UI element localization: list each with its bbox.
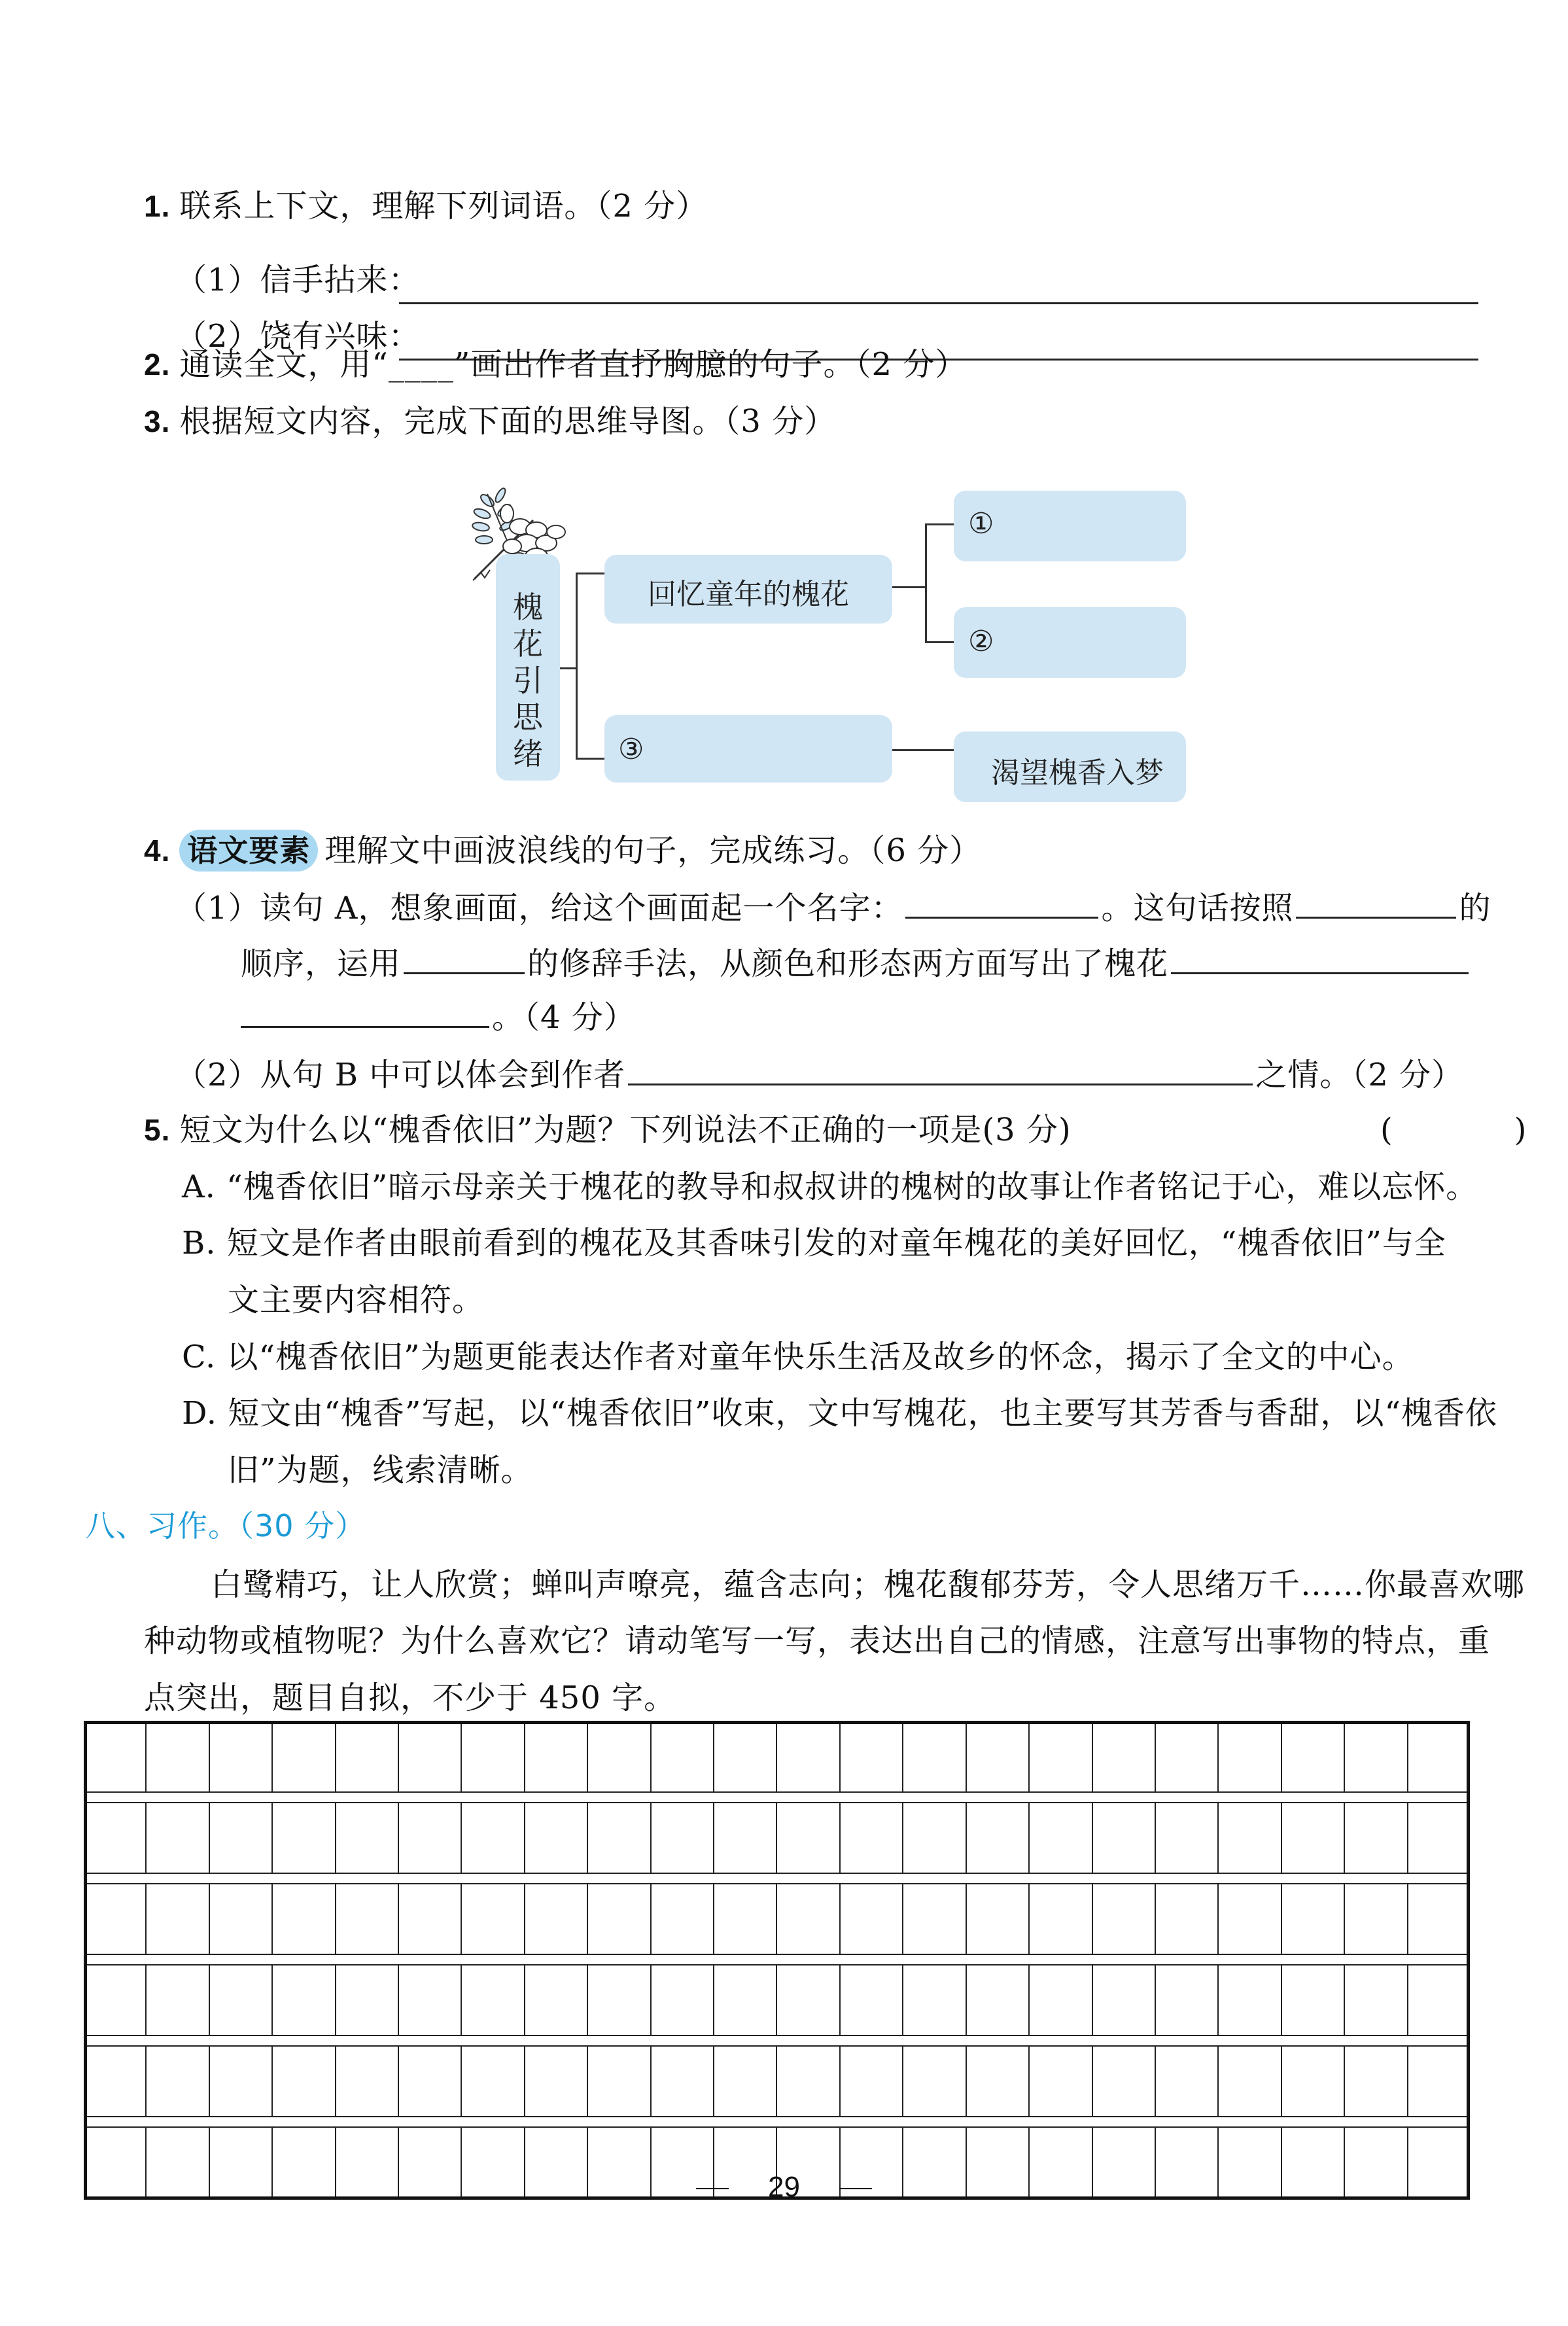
grid-cell[interactable] <box>777 2047 840 2116</box>
grid-cell[interactable] <box>1219 1803 1281 1873</box>
grid-cell[interactable] <box>336 2047 399 2116</box>
q4-sub1-line2 <box>241 941 1471 985</box>
grid-cell[interactable] <box>273 2047 336 2116</box>
footer-dash-left <box>696 2188 729 2189</box>
grid-cell[interactable] <box>462 1965 525 2035</box>
section-8-prompt-line-1: 白鹭精巧，让人欣赏；蝉叫声嘹亮，蕴含志向；槐花馥郁芬芳，令人思绪万千……你最喜欢哪 <box>211 1566 1525 1603</box>
mindmap-leaf-1-label: ① <box>968 507 994 540</box>
mindmap-branch-top-label: 回忆童年的槐花 <box>648 578 849 611</box>
page-footer <box>0 2171 1568 2204</box>
q1-prompt <box>144 185 708 227</box>
grid-cell[interactable] <box>588 1965 651 2035</box>
grid-cell[interactable] <box>1093 1884 1156 1954</box>
q2-number: 2. <box>144 347 171 381</box>
connector-root <box>560 667 577 669</box>
grid-cell[interactable] <box>1408 1803 1470 1873</box>
q4-prompt <box>144 830 981 872</box>
grid-cell[interactable] <box>273 1722 336 1791</box>
q5-option-c[interactable]: C. 以“槐香依旧”为题更能表达作者对童年快乐生活及故乡的怀念，揭示了全文的中心。 <box>182 1339 1414 1375</box>
grid-cell[interactable] <box>1282 2047 1345 2116</box>
grid-cell[interactable] <box>652 1722 714 1791</box>
grid-cell[interactable] <box>1282 1965 1345 2035</box>
q1-item-2-label: （2）饶有兴味： <box>175 318 421 355</box>
q2-underline-sample: ____ <box>388 346 454 383</box>
q1-item-1-label: （1）信手拈来： <box>175 262 421 298</box>
grid-cell[interactable] <box>525 1884 588 1954</box>
grid-cell[interactable] <box>903 1722 966 1791</box>
mindmap-leaf-bottom-label: 渴望槐香入梦 <box>991 756 1164 790</box>
grid-cell[interactable] <box>1156 1884 1219 1954</box>
q4-name-blank[interactable] <box>905 885 1098 919</box>
grid-cell[interactable] <box>652 1965 714 2035</box>
grid-cell[interactable] <box>841 1722 903 1791</box>
grid-row[interactable] <box>84 1802 1470 1874</box>
grid-cell[interactable] <box>1030 1884 1092 1954</box>
section-8-heading: 八、习作。（30 分） <box>85 1508 366 1543</box>
grid-cell[interactable] <box>652 1803 714 1873</box>
grid-cell[interactable] <box>336 1722 399 1791</box>
grid-cell[interactable] <box>1030 1965 1092 2035</box>
q1-number: 1. <box>144 189 171 223</box>
q4-sub2 <box>175 1052 1463 1096</box>
grid-cell[interactable] <box>714 2047 777 2116</box>
q4-sub1-text-d: 顺序，运用 <box>241 945 402 982</box>
q4-sub1-text-e: 的修辞手法，从颜色和形态两方面写出了槐花 <box>527 945 1169 982</box>
grid-cell[interactable] <box>84 1803 147 1873</box>
grid-cell[interactable] <box>1282 1884 1345 1954</box>
grid-cell[interactable] <box>777 1803 840 1873</box>
grid-cell[interactable] <box>967 1722 1030 1791</box>
grid-cell[interactable] <box>1282 1722 1345 1791</box>
grid-cell[interactable] <box>967 2047 1030 2116</box>
grid-cell[interactable] <box>525 2047 588 2116</box>
q2-text-after: ”画出作者直抒胸臆的句子。（2 分） <box>453 346 967 383</box>
grid-cell[interactable] <box>273 1884 336 1954</box>
grid-cell[interactable] <box>1030 1722 1092 1791</box>
mindmap-branch-bottom-label: ③ <box>618 733 644 766</box>
grid-cell[interactable] <box>84 1965 147 2035</box>
q4-sub1-line3 <box>241 995 636 1038</box>
grid-cell[interactable] <box>777 1965 840 2035</box>
grid-cell[interactable] <box>1156 1722 1219 1791</box>
page-number: 29 <box>768 2171 800 2203</box>
q3-text: 根据短文内容，完成下面的思维导图。（3 分） <box>179 403 837 440</box>
grid-cell[interactable] <box>210 1722 273 1791</box>
grid-cell[interactable] <box>841 1965 903 2035</box>
grid-cell[interactable] <box>588 1722 651 1791</box>
grid-cell[interactable] <box>210 1884 273 1954</box>
grid-cell[interactable] <box>1345 2047 1408 2116</box>
mindmap-branch-bottom-box[interactable] <box>604 715 892 783</box>
grid-cell[interactable] <box>1219 1965 1281 2035</box>
grid-cell[interactable] <box>1282 1803 1345 1873</box>
grid-cell[interactable] <box>525 1965 588 2035</box>
grid-cell[interactable] <box>84 1722 147 1791</box>
q5-prompt <box>144 1109 1071 1151</box>
grid-cell[interactable] <box>147 1884 209 1954</box>
grid-cell[interactable] <box>841 2047 903 2116</box>
q4-feature-blank-a[interactable] <box>1171 941 1469 974</box>
q5-option-d-cont: 旧”为题，线索清晰。 <box>228 1452 533 1489</box>
grid-cell[interactable] <box>714 1722 777 1791</box>
connector-branch-bottom <box>576 758 605 760</box>
q5-option-b-cont: 文主要内容相符。 <box>228 1282 485 1318</box>
section-8-prompt-line-3: 点突出，题目自拟，不少于 450 字。 <box>144 1680 676 1716</box>
grid-cell[interactable] <box>84 1884 147 1954</box>
connector-branch-top <box>576 573 605 574</box>
q4-sub1-text-a: （1）读句 A，想象画面，给这个画面起一个名字： <box>175 890 903 926</box>
grid-cell[interactable] <box>273 1965 336 2035</box>
grid-cell[interactable] <box>336 1965 399 2035</box>
grid-cell[interactable] <box>399 1803 462 1873</box>
connector-leaf-1 <box>925 523 954 525</box>
grid-cell[interactable] <box>399 2047 462 2116</box>
mindmap-leaf-2-label: ② <box>968 625 994 658</box>
q4-text: 理解文中画波浪线的句子，完成练习。（6 分） <box>324 832 982 869</box>
q2-text-before: 通读全文，用“ <box>179 346 389 383</box>
grid-cell[interactable] <box>525 1722 588 1791</box>
grid-cell[interactable] <box>1093 1722 1156 1791</box>
grid-cell[interactable] <box>210 1965 273 2035</box>
grid-cell[interactable] <box>273 1803 336 1873</box>
grid-cell[interactable] <box>1408 1965 1470 2035</box>
q1-item-1-answer-line[interactable] <box>399 268 1478 304</box>
grid-cell[interactable] <box>714 1803 777 1873</box>
grid-cell[interactable] <box>147 2047 209 2116</box>
q2-prompt <box>144 344 967 385</box>
grid-cell[interactable] <box>1093 1965 1156 2035</box>
grid-cell[interactable] <box>714 1965 777 2035</box>
q1-text: 联系上下文，理解下列词语。（2 分） <box>179 188 708 224</box>
grid-cell[interactable] <box>967 1965 1030 2035</box>
q5-option-d[interactable]: D. 短文由“槐香”写起，以“槐香依旧”收束，文中写槐花，也主要写其芳香与香甜，以“槐香依 <box>182 1395 1497 1432</box>
grid-row[interactable] <box>84 1721 1470 1793</box>
grid-cell[interactable] <box>777 1884 840 1954</box>
grid-cell[interactable] <box>652 1884 714 1954</box>
grid-cell[interactable] <box>84 2047 147 2116</box>
grid-cell[interactable] <box>210 1803 273 1873</box>
q5-option-a[interactable]: A. “槐香依旧”暗示母亲关于槐花的教导和叔叔讲的槐树的故事让作者铭记于心，难以忘怀。 <box>182 1169 1478 1205</box>
connector-top-right <box>892 586 926 588</box>
grid-cell[interactable] <box>967 1884 1030 1954</box>
q4-number: 4. <box>144 834 171 868</box>
grid-cell[interactable] <box>1156 1803 1219 1873</box>
connector-leaf-2 <box>925 641 954 643</box>
grid-cell[interactable] <box>462 1884 525 1954</box>
grid-cell[interactable] <box>777 1722 840 1791</box>
grid-cell[interactable] <box>903 2047 966 2116</box>
section-8-prompt-line-2: 种动物或植物呢？为什么喜欢它？请动笔写一写，表达出自己的情感，注意写出事物的特点，重 <box>144 1623 1491 1659</box>
grid-cell[interactable] <box>336 1884 399 1954</box>
grid-row[interactable] <box>84 2045 1470 2117</box>
grid-cell[interactable] <box>1219 1722 1281 1791</box>
grid-cell[interactable] <box>1345 1803 1408 1873</box>
q4-sub2-text-a: （2）从句 B 中可以体会到作者 <box>175 1057 626 1093</box>
grid-row[interactable] <box>84 1883 1470 1955</box>
grid-cell[interactable] <box>1093 1803 1156 1873</box>
grid-cell[interactable] <box>652 2047 714 2116</box>
grid-cell[interactable] <box>462 1722 525 1791</box>
grid-cell[interactable] <box>462 1803 525 1873</box>
grid-cell[interactable] <box>399 1884 462 1954</box>
grid-cell[interactable] <box>399 1722 462 1791</box>
q5-number: 5. <box>144 1113 171 1147</box>
yuwen-yaosu-badge: 语文要素 <box>179 830 318 872</box>
q4-emotion-blank[interactable] <box>628 1052 1253 1085</box>
q4-order-blank[interactable] <box>1296 885 1456 919</box>
grid-cell[interactable] <box>903 1803 966 1873</box>
grid-cell[interactable] <box>147 1965 209 2035</box>
grid-cell[interactable] <box>399 1965 462 2035</box>
grid-cell[interactable] <box>1345 1722 1408 1791</box>
grid-cell[interactable] <box>1219 1884 1281 1954</box>
grid-cell[interactable] <box>147 1722 209 1791</box>
q4-sub1-line1 <box>175 885 1491 929</box>
grid-cell[interactable] <box>1345 1965 1408 2035</box>
grid-cell[interactable] <box>903 1965 966 2035</box>
grid-cell[interactable] <box>588 2047 651 2116</box>
q4-sub1-text-c: 的 <box>1459 890 1491 926</box>
q5-option-b[interactable]: B. 短文是作者由眼前看到的槐花及其香味引发的对童年槐花的美好回忆，“槐香依旧”与全 <box>182 1225 1446 1261</box>
grid-cell[interactable] <box>714 1884 777 1954</box>
q4-feature-blank-b[interactable] <box>241 995 489 1028</box>
q3-number: 3. <box>144 404 171 438</box>
q4-sub1-score: 。（4 分） <box>492 999 636 1036</box>
grid-cell[interactable] <box>1156 1965 1219 2035</box>
grid-cell[interactable] <box>147 1803 209 1873</box>
grid-cell[interactable] <box>967 1803 1030 1873</box>
grid-cell[interactable] <box>210 2047 273 2116</box>
grid-cell[interactable] <box>1408 2047 1470 2116</box>
footer-dash-right <box>839 2188 872 2189</box>
grid-cell[interactable] <box>525 1803 588 1873</box>
grid-cell[interactable] <box>336 1803 399 1873</box>
grid-cell[interactable] <box>1030 2047 1092 2116</box>
q4-sub1-text-b: 。这句话按照 <box>1101 890 1294 926</box>
connector-bottom <box>892 749 954 751</box>
connector-root-vertical <box>576 573 578 759</box>
grid-cell[interactable] <box>1030 1803 1092 1873</box>
mindmap-root-label: 槐花引思绪 <box>513 590 543 771</box>
grid-cell[interactable] <box>1408 1884 1470 1954</box>
grid-cell[interactable] <box>903 1884 966 1954</box>
grid-cell[interactable] <box>1219 2047 1281 2116</box>
q5-text: 短文为什么以“槐香依旧”为题？下列说法不正确的一项是(3 分) <box>179 1112 1071 1148</box>
q4-sub2-text-b: 之情。（2 分） <box>1255 1057 1464 1093</box>
grid-cell[interactable] <box>841 1884 903 1954</box>
grid-row[interactable] <box>84 1964 1470 2036</box>
grid-cell[interactable] <box>1408 1722 1470 1791</box>
grid-cell[interactable] <box>1345 1884 1408 1954</box>
grid-cell[interactable] <box>841 1803 903 1873</box>
connector-leaves-vertical <box>925 523 927 643</box>
grid-cell[interactable] <box>1093 2047 1156 2116</box>
grid-cell[interactable] <box>1156 2047 1219 2116</box>
q4-rhetoric-blank[interactable] <box>404 941 525 974</box>
grid-cell[interactable] <box>588 1803 651 1873</box>
q3-prompt <box>144 400 836 442</box>
grid-cell[interactable] <box>588 1884 651 1954</box>
grid-cell[interactable] <box>462 2047 525 2116</box>
q5-answer-paren[interactable]: ( ) <box>1380 1112 1546 1148</box>
